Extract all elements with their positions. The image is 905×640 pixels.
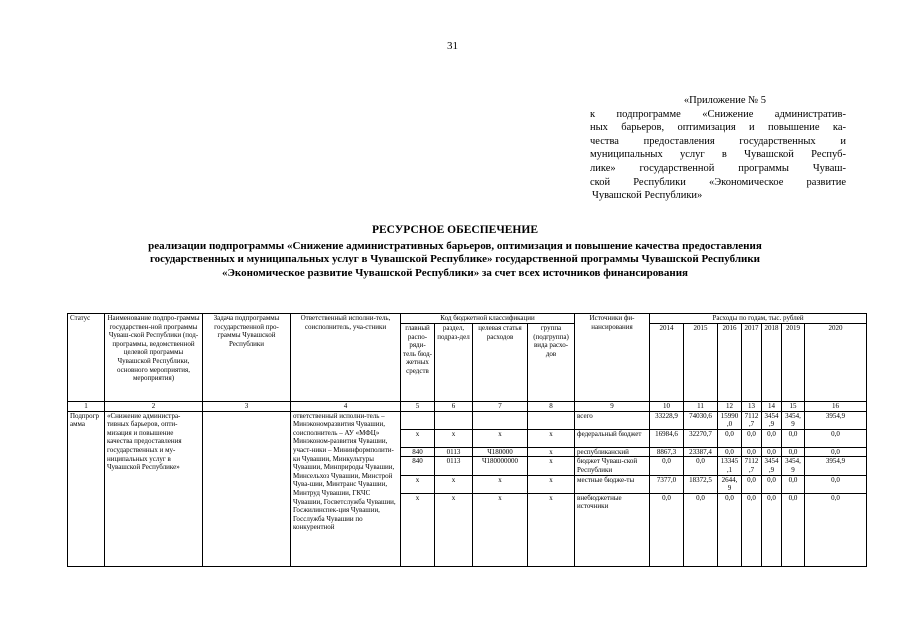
column-number: 14 [762, 402, 782, 412]
value-cell: 15990,0 [718, 411, 742, 429]
value-cell: 0,0 [805, 493, 867, 566]
column-number: 7 [473, 402, 528, 412]
source-cell: бюджет Чуваш-ской Республики [575, 457, 650, 475]
column-number: 13 [742, 402, 762, 412]
value-cell: 0,0 [782, 475, 805, 493]
header-name: Наименование подпро-граммы государствен-ной программы Чуваш-ской Республики (под-программы, ведомственной целевой программы Чувашской Республики, основного мероприятия, мероприятия) [105, 314, 203, 402]
value-cell: 0,0 [718, 447, 742, 457]
column-number: 1 [68, 402, 105, 412]
group-cell: x [528, 475, 575, 493]
grbs-cell: 840 [401, 457, 435, 475]
grbs-cell: x [401, 475, 435, 493]
grbs-cell: x [401, 429, 435, 447]
column-number: 12 [718, 402, 742, 412]
column-number: 15 [782, 402, 805, 412]
group-cell: x [528, 429, 575, 447]
appendix-line: Чувашской Республики» [592, 190, 703, 202]
appendix-line: ных барьеров, оптимизация и повышение ка- [590, 122, 846, 134]
header-year: 2015 [684, 324, 718, 402]
section-cell: 0113 [435, 447, 473, 457]
value-cell: 0,0 [762, 475, 782, 493]
source-cell: республиканский [575, 447, 650, 457]
program-name-cell: «Снижение администра-тивных барьеров, опти-мизация и повышение качества предоставления государственных и му-ниципальных услуг в Чувашской Республике» [105, 411, 203, 566]
value-cell: 0,0 [762, 447, 782, 457]
value-cell: 0,0 [762, 429, 782, 447]
column-number-row [68, 402, 867, 412]
source-cell: всего [575, 411, 650, 429]
header-executor: Ответственный исполни-тель, соисполнитель, уча-стники [291, 314, 401, 402]
status-cell: Подпрограмма [68, 411, 105, 566]
executor-cell: ответственный исполни-тель – Минэкономразвития Чувашии, соисполнитель – АУ «МФЦ» Минэконом-развития Чувашии, участ-ники – Мининформполити-ки Чувашии, Минкультуры Чувашии, Минприроды Чувашии, Минсельхоз Чувашии, Минстрой Чува-шии, Минтранс Чувашии, Минтруд Чувашии, ГКЧС Чувашии, Госветслужба Чувашии, Госжилинспек-ция Чувашии, Госслужба Чувашии по конкурентной [291, 411, 401, 566]
target-cell: x [473, 429, 528, 447]
header-task: Задача подпрограммы государственной про-граммы Чувашской Республики [203, 314, 291, 402]
column-number: 5 [401, 402, 435, 412]
value-cell: 0,0 [684, 457, 718, 475]
value-cell: 0,0 [782, 447, 805, 457]
section-cell: x [435, 493, 473, 566]
value-cell: 7112,7 [742, 457, 762, 475]
table-row [68, 411, 867, 429]
target-cell: Ч180000000 [473, 457, 528, 475]
column-number: 4 [291, 402, 401, 412]
target-cell: Ч180000 [473, 447, 528, 457]
source-cell: местные бюдже-ты [575, 475, 650, 493]
value-cell: 0,0 [650, 457, 684, 475]
value-cell: 3454,9 [762, 411, 782, 429]
value-cell: 33228,9 [650, 411, 684, 429]
appendix-line: муниципальных услуг в Чувашской Респуб- [590, 149, 846, 161]
value-cell: 18372,5 [684, 475, 718, 493]
group-cell: x [528, 457, 575, 475]
value-cell: 0,0 [805, 429, 867, 447]
value-cell: 0,0 [782, 429, 805, 447]
value-cell: 0,0 [742, 475, 762, 493]
section-cell [435, 411, 473, 429]
target-cell [473, 411, 528, 429]
header-target: целевая статья расходов [473, 324, 528, 402]
value-cell: 0,0 [805, 475, 867, 493]
value-cell: 0,0 [742, 447, 762, 457]
column-number: 11 [684, 402, 718, 412]
value-cell: 3454,9 [762, 457, 782, 475]
value-cell: 7112,7 [742, 411, 762, 429]
group-cell: x [528, 493, 575, 566]
value-cell: 74030,6 [684, 411, 718, 429]
heading-line: государственных и муниципальных услуг в Чувашской Республике» государственной программы Чувашской Республики [149, 253, 761, 265]
header-year: 2016 [718, 324, 742, 402]
section-cell: x [435, 475, 473, 493]
header-grbs: главный распо-ряди-тель бюд-жетных средств [401, 324, 435, 402]
appendix-line: чества предоставления государственных и [590, 135, 846, 147]
value-cell: 0,0 [718, 493, 742, 566]
column-number: 3 [203, 402, 291, 412]
value-cell: 7377,0 [650, 475, 684, 493]
column-number: 10 [650, 402, 684, 412]
page-number: 31 [447, 40, 458, 52]
column-number: 16 [805, 402, 867, 412]
value-cell: 0,0 [684, 493, 718, 566]
value-cell: 0,0 [718, 429, 742, 447]
appendix-line: к подпрограмме «Снижение административ- [590, 108, 846, 120]
value-cell: 3954,9 [805, 411, 867, 429]
section-cell: 0113 [435, 457, 473, 475]
header-row [68, 314, 867, 324]
header-year: 2019 [782, 324, 805, 402]
value-cell: 3454,9 [782, 411, 805, 429]
task-cell [203, 411, 291, 566]
value-cell: 3454,9 [782, 457, 805, 475]
value-cell: 0,0 [742, 429, 762, 447]
column-number: 2 [105, 402, 203, 412]
value-cell: 32270,7 [684, 429, 718, 447]
header-year: 2020 [805, 324, 867, 402]
header-sources: Источники фи-нансирования [575, 314, 650, 402]
appendix-note [590, 94, 846, 203]
value-cell: 8867,3 [650, 447, 684, 457]
value-cell: 16984,6 [650, 429, 684, 447]
target-cell: x [473, 475, 528, 493]
value-cell: 0,0 [650, 493, 684, 566]
column-number: 8 [528, 402, 575, 412]
header-year: 2014 [650, 324, 684, 402]
document-heading [60, 224, 850, 280]
value-cell: 0,0 [742, 493, 762, 566]
header-group: группа (подгруппа) вида расхо-дов [528, 324, 575, 402]
column-number: 6 [435, 402, 473, 412]
value-cell: 0,0 [782, 493, 805, 566]
value-cell: 3954,9 [805, 457, 867, 475]
header-year: 2018 [762, 324, 782, 402]
value-cell: 0,0 [762, 493, 782, 566]
appendix-line: лике» государственной программы Чуваш- [590, 162, 846, 174]
header-year: 2017 [742, 324, 762, 402]
source-cell: федеральный бюджет [575, 429, 650, 447]
value-cell: 23387,4 [684, 447, 718, 457]
appendix-title: «Приложение № 5 [683, 95, 766, 106]
header-expenses: Расходы по годам, тыс. рублей [650, 314, 867, 324]
value-cell: 13345,1 [718, 457, 742, 475]
resource-table [67, 313, 867, 567]
appendix-line: ской Республики «Экономическое развитие [590, 176, 846, 188]
header-status: Статус [68, 314, 105, 402]
value-cell: 0,0 [805, 447, 867, 457]
column-number: 9 [575, 402, 650, 412]
grbs-cell: 840 [401, 447, 435, 457]
section-cell: x [435, 429, 473, 447]
heading-title: РЕСУРСНОЕ ОБЕСПЕЧЕНИЕ [371, 224, 538, 236]
grbs-cell [401, 411, 435, 429]
source-cell: внебюджетные источники [575, 493, 650, 566]
heading-line: «Экономическое развитие Чувашской Республики» за счет всех источников финансирования [221, 266, 689, 279]
header-section: раздел, подраз-дел [435, 324, 473, 402]
heading-line: реализации подпрограммы «Снижение административных барьеров, оптимизация и повышение качества предоставления [148, 239, 762, 252]
value-cell: 2644,9 [718, 475, 742, 493]
group-cell [528, 411, 575, 429]
group-cell: x [528, 447, 575, 457]
header-budget-code: Код бюджетной классификации [401, 314, 575, 324]
appendix-body [590, 108, 846, 203]
grbs-cell: x [401, 493, 435, 566]
target-cell: x [473, 493, 528, 566]
